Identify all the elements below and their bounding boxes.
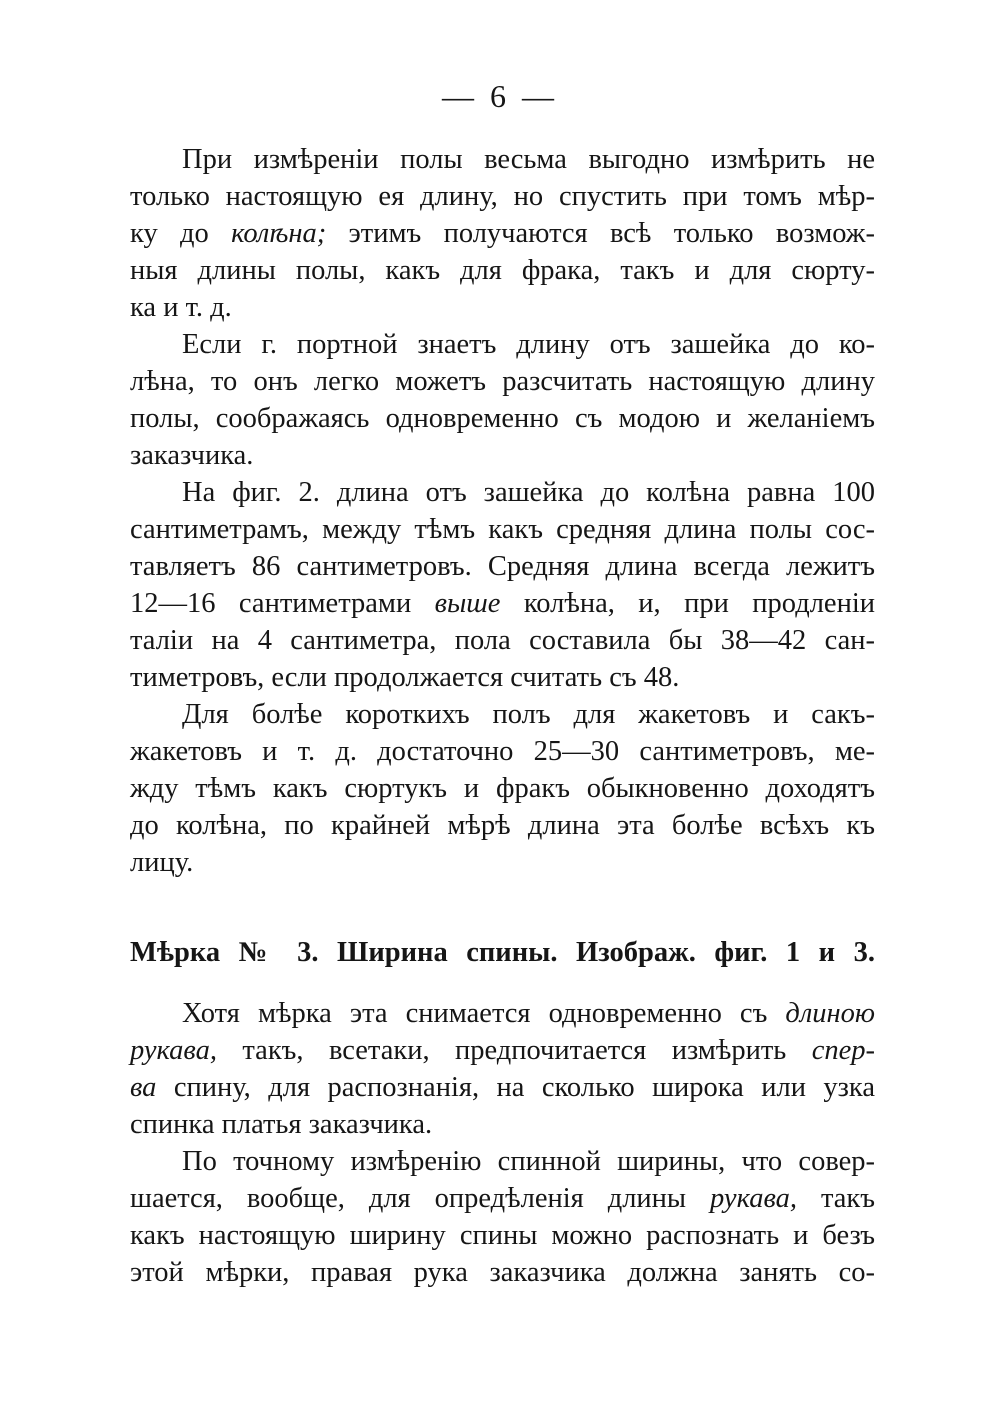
text-line [130, 178, 875, 215]
text-run: ныя длины полы, какъ для фрака, такъ и для сюрту- [130, 255, 875, 286]
text-run: При измѣреніи полы весьма выгодно измѣрить не [182, 144, 875, 175]
text-line [130, 289, 875, 326]
text-line [130, 1217, 875, 1254]
text-line [130, 215, 875, 252]
text-run: Хотя мѣрка эта снимается одновременно съ [182, 998, 786, 1029]
text-line [130, 1032, 875, 1069]
text-line [130, 511, 875, 548]
text-line [130, 622, 875, 659]
emphasis-text: рукава, [710, 1183, 797, 1214]
paragraph [130, 474, 875, 696]
text-run: такъ [797, 1183, 875, 1214]
emphasis-text: выше [434, 588, 501, 619]
text-run: На фиг. 2. длина отъ зашейка до колѣна равна 100 [182, 477, 875, 508]
text-line [130, 995, 875, 1032]
text-run: тавляетъ 86 сантиметровъ. Средняя длина всегда лежитъ [130, 551, 875, 582]
text-line [130, 548, 875, 585]
text-run: тиметровъ, если продолжается считать съ 48. [130, 662, 680, 693]
text-run: спинка платья заказчика. [130, 1109, 433, 1140]
text-run: спину, для распознанія, на сколько широка или узка [156, 1072, 875, 1103]
section-heading: Мѣрка № 3. Ширина спины. Изображ. фиг. 1 и 3. [130, 937, 875, 968]
text-run: Если г. портной знаетъ длину отъ зашейка до ко- [182, 329, 875, 360]
text-run: таліи на 4 сантиметра, пола составила бы 38—42 сан- [130, 625, 875, 656]
text-line [130, 437, 875, 474]
paragraph [130, 1143, 875, 1291]
emphasis-text: длиною [785, 998, 875, 1029]
text-line [130, 1180, 875, 1217]
text-run: колѣна, и, при продленіи [500, 588, 875, 619]
text-run: сантиметрамъ, между тѣмъ какъ средняя длина полы сос- [130, 514, 875, 545]
text-run: По точному измѣренію спинной ширины, что совер- [182, 1146, 875, 1177]
text-run: этой мѣрки, правая рука заказчика должна занять со- [130, 1257, 875, 1288]
paragraph [130, 141, 875, 326]
emphasis-text: колѣна; [231, 218, 327, 249]
text-run: такъ, всетаки, предпочитается измѣрить [216, 1035, 812, 1066]
text-line [130, 844, 875, 881]
text-run: жду тѣмъ какъ сюртукъ и фракъ обыкновенно доходятъ [130, 773, 875, 804]
text-line [130, 1069, 875, 1106]
text-run: какъ настоящую ширину спины можно распознать и безъ [130, 1220, 875, 1251]
text-run: ка и т. д. [130, 292, 232, 323]
text-run: лѣна, то онъ легко можетъ разсчитать настоящую длину [130, 366, 875, 397]
text-line [130, 474, 875, 511]
text-line [130, 363, 875, 400]
text-line [130, 252, 875, 289]
emphasis-text: ва [130, 1072, 157, 1103]
emphasis-text: рукава, [130, 1035, 217, 1066]
text-line [130, 696, 875, 733]
emphasis-text: спер- [811, 1035, 875, 1066]
text-line [130, 1143, 875, 1180]
paragraph [130, 995, 875, 1143]
page-number: — 6 — [442, 78, 558, 114]
text-line [130, 807, 875, 844]
text-block-measurements [130, 141, 875, 881]
paragraph [130, 326, 875, 474]
text-run: жакетовъ и т. д. достаточно 25—30 сантиметровъ, ме- [130, 736, 875, 767]
text-run: заказчика. [130, 440, 254, 471]
text-line [130, 1254, 875, 1291]
text-line [130, 585, 875, 622]
text-run: ку до [130, 218, 232, 249]
text-line [130, 659, 875, 696]
text-line [130, 141, 875, 178]
text-run: полы, соображаясь одновременно съ модою и желаніемъ [130, 403, 875, 434]
text-run: Для болѣе короткихъ полъ для жакетовъ и сакъ- [182, 699, 875, 730]
text-run: только настоящую ея длину, но спустить при томъ мѣр- [130, 181, 875, 212]
text-run: шается, вообще, для опредѣленія длины [130, 1183, 711, 1214]
text-run: лицу. [130, 847, 194, 878]
text-line [130, 326, 875, 363]
text-run: до колѣна, по крайней мѣрѣ длина эта болѣе всѣхъ къ [130, 810, 875, 841]
text-line [130, 400, 875, 437]
text-line [130, 733, 875, 770]
text-line [130, 770, 875, 807]
text-run: этимъ получаются всѣ только возмож- [326, 218, 875, 249]
paragraph [130, 696, 875, 881]
text-line [130, 1106, 875, 1143]
text-block-back-width [130, 995, 875, 1291]
text-run: 12—16 сантиметрами [130, 588, 435, 619]
